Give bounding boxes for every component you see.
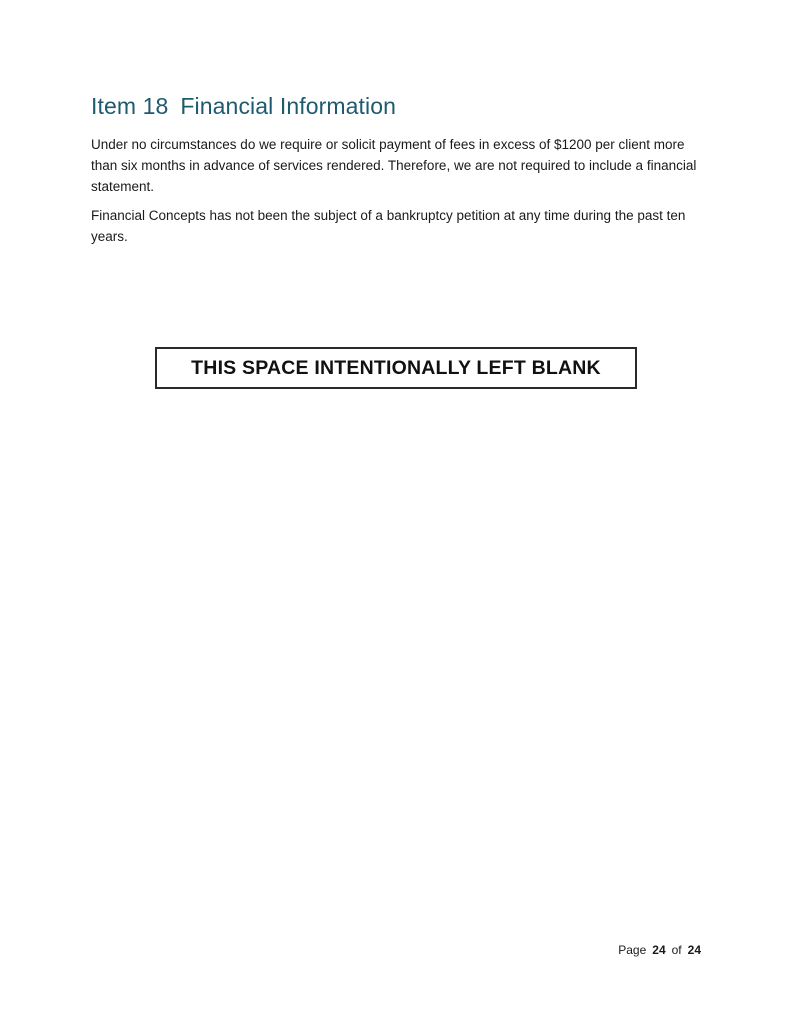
intentionally-blank-box: [155, 347, 637, 389]
paragraph-fees-disclosure: Under no circumstances do we require or solicit payment of fees in excess of $1200 per client more than six months in advance of services rendered. Therefore, we are not required to include a financial statement.: [91, 137, 697, 194]
footer-of-label: of: [671, 943, 682, 957]
page-title: [91, 93, 396, 120]
footer-page-label: Page: [618, 943, 647, 957]
heading-item-number: Item 18: [91, 93, 169, 119]
paragraph-bankruptcy-disclosure: Financial Concepts has not been the subject of a bankruptcy petition at any time during the past ten years.: [91, 208, 686, 244]
footer-total-pages: 24: [687, 943, 701, 957]
footer-current-page: 24: [652, 943, 666, 957]
intentionally-blank-text: THIS SPACE INTENTIONALLY LEFT BLANK: [191, 356, 601, 379]
page-footer: [618, 943, 701, 957]
heading-title-text: Financial Information: [180, 93, 396, 119]
